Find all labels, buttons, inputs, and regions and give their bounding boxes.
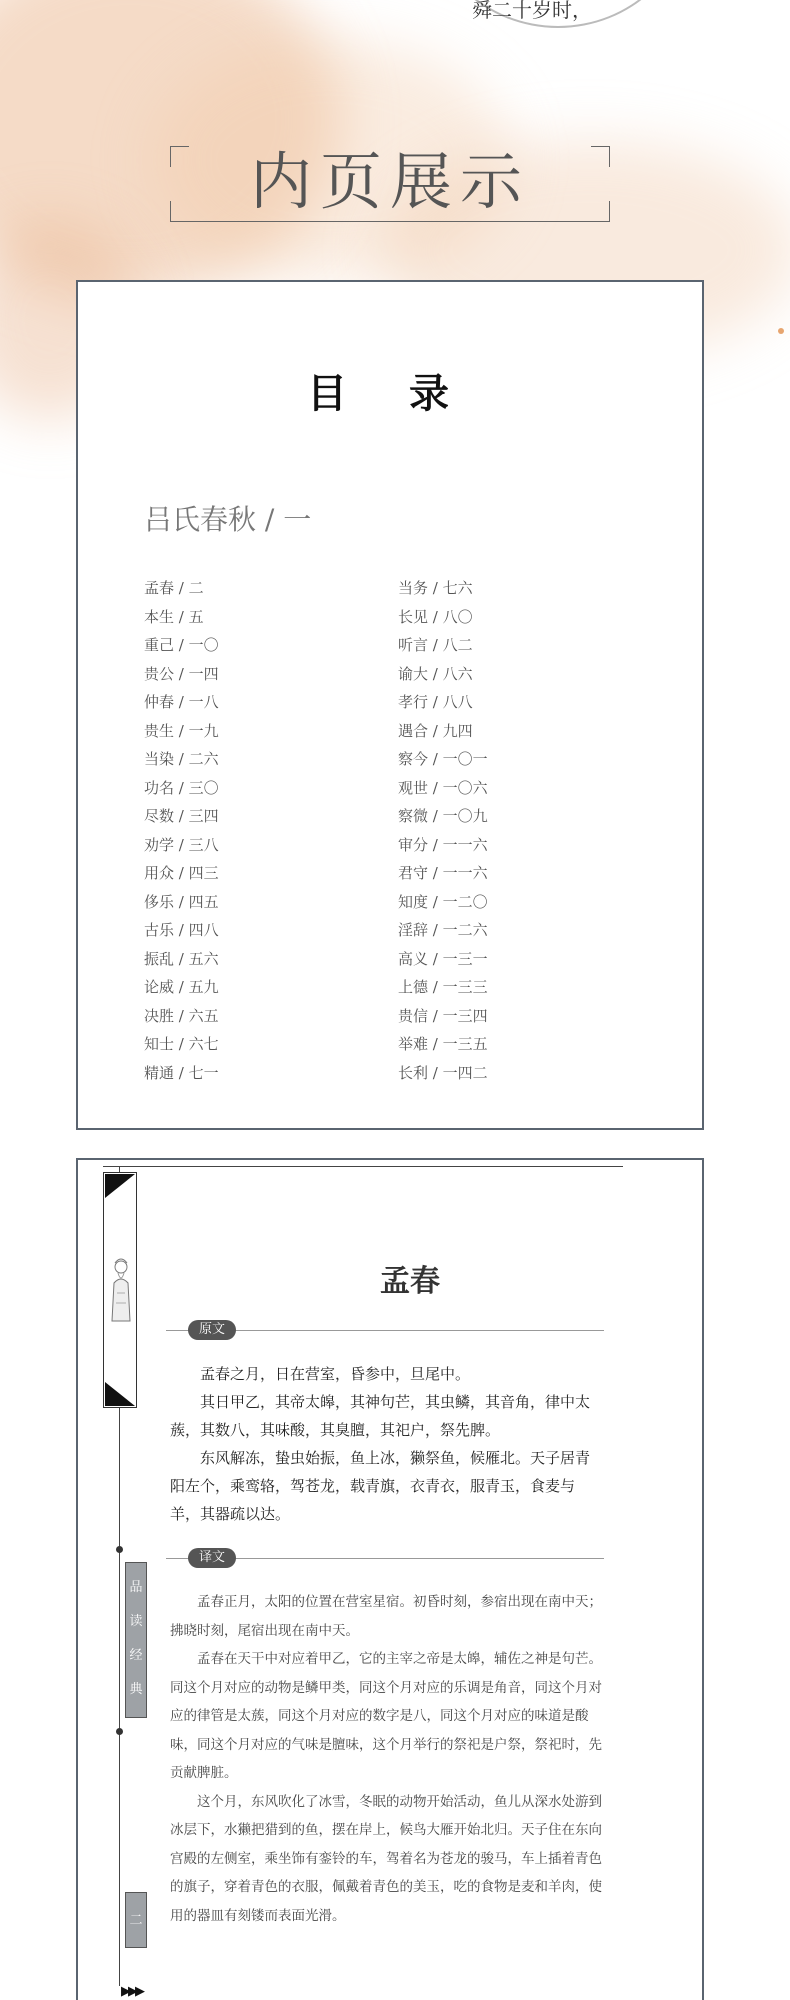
toc-entry: 功名 / 三〇 xyxy=(144,778,219,797)
toc-entry: 长利 / 一四二 xyxy=(398,1063,488,1082)
toc-entry: 观世 / 一〇六 xyxy=(398,778,488,797)
toc-entry: 精通 / 七一 xyxy=(144,1063,219,1082)
toc-page-preview xyxy=(76,280,704,1130)
toc-entry: 听言 / 八二 xyxy=(398,636,473,654)
toc-entry: 知度 / 一二〇 xyxy=(398,892,488,911)
toc-entry: 长见 / 八〇 xyxy=(398,607,473,626)
toc-entry: 当染 / 二六 xyxy=(144,750,219,768)
toc-entry: 振乱 / 五六 xyxy=(144,949,219,968)
original-section-header xyxy=(166,1320,604,1340)
original-text xyxy=(170,1360,602,1528)
original-paragraph: 孟春之月，日在营室，昏参中，旦尾中。 xyxy=(200,1365,471,1383)
banner-corner-icon xyxy=(105,1382,135,1406)
toc-entry: 高义 / 一三一 xyxy=(398,949,488,968)
toc-entry: 劝学 / 三八 xyxy=(144,835,219,854)
translation-paragraph: 孟春在天干中对应着甲乙，它的主宰之帝是太皞，辅佐之神是句芒。同这个月对应的动物是鳞甲类，同这个月对应的乐调是角音，同这个月对应的律管是太蔟，同这个月对应的数字是八，同这个月对应的味道是酸味，同这个月对应的气味是膻味，这个月举行的祭祀是户祭，祭祀时，先贡献脾脏。 xyxy=(170,1651,602,1781)
toc-entry: 仲春 / 一八 xyxy=(144,693,219,711)
top-circle-card xyxy=(424,0,692,28)
toc-entry: 淫辞 / 一二六 xyxy=(398,921,488,939)
decorative-dot xyxy=(778,328,784,334)
toc-entry: 贵信 / 一三四 xyxy=(398,1006,488,1025)
triple-arrow-icon: ▶▶▶ xyxy=(121,1984,142,1999)
toc-book-heading: 吕氏春秋 / 一 xyxy=(144,503,312,536)
toc-entry: 知士 / 六七 xyxy=(144,1035,219,1053)
toc-entry: 尽数 / 三四 xyxy=(144,807,219,825)
toc-entry: 本生 / 五 xyxy=(144,607,204,626)
original-paragraph: 其日甲乙，其帝太皞，其神句芒，其虫鳞，其音角，律中太蔟，其数八，其味酸，其臭膻，其祀户，祭先脾。 xyxy=(170,1393,591,1439)
translation-text xyxy=(170,1588,602,1930)
side-label-classic xyxy=(125,1562,147,1718)
chapter-page-preview xyxy=(76,1158,704,2000)
original-paragraph: 东风解冻，蛰虫始振，鱼上冰，獭祭鱼，候雁北。天子居青阳左个，乘鸾辂，驾苍龙，载青旗，衣青衣，服青玉，食麦与羊，其器疏以达。 xyxy=(170,1449,591,1523)
toc-entry: 用众 / 四三 xyxy=(144,864,219,882)
chapter-title: 孟春 xyxy=(380,1264,440,1299)
section-title-frame xyxy=(170,146,610,222)
rail-dot-icon xyxy=(116,1728,123,1735)
toc-entry: 谕大 / 八六 xyxy=(398,664,473,683)
toc-entry: 论威 / 五九 xyxy=(144,978,219,996)
top-circle-text: 舜二十岁时， xyxy=(472,0,592,22)
side-label-char: 读 xyxy=(129,1614,143,1629)
side-label-char: 经 xyxy=(129,1648,143,1663)
toc-entry: 侈乐 / 四五 xyxy=(144,892,219,911)
toc-entry: 举难 / 一三五 xyxy=(398,1035,488,1053)
side-label-char: 品 xyxy=(129,1580,143,1595)
toc-entry: 贵生 / 一九 xyxy=(144,721,219,740)
toc-entry: 遇合 / 九四 xyxy=(398,721,473,740)
side-label-char: 典 xyxy=(129,1682,143,1697)
toc-entry: 古乐 / 四八 xyxy=(144,921,219,939)
toc-entry: 贵公 / 一四 xyxy=(144,664,219,683)
translation-badge: 译文 xyxy=(188,1548,236,1568)
toc-entry: 审分 / 一一六 xyxy=(398,835,488,854)
original-badge: 原文 xyxy=(188,1320,236,1340)
translation-paragraph: 这个月，东风吹化了冰雪，冬眠的动物开始活动，鱼儿从深水处游到冰层下，水獭把猎到的鱼，摆在岸上，候鸟大雁开始北归。天子住在东向宫殿的左侧室，乘坐饰有銮铃的车，驾着名为苍龙的骏马，车上插着青色的旗子，穿着青色的衣服，佩戴着青色的美玉，吃的食物是麦和羊肉，使用的器皿有刻镂而表面光滑。 xyxy=(170,1793,602,1924)
toc-entry: 重己 / 一〇 xyxy=(144,636,219,654)
toc-entry: 君守 / 一一六 xyxy=(398,864,488,882)
toc-entry: 察微 / 一〇九 xyxy=(398,807,488,825)
translation-section-header xyxy=(166,1548,604,1568)
toc-right-column xyxy=(398,574,488,1087)
banner-corner-icon xyxy=(105,1174,135,1198)
section-title: 内页展示 xyxy=(249,145,530,218)
toc-title: 目 录 xyxy=(307,370,473,417)
side-label-page-number: 二 xyxy=(125,1892,147,1948)
frame-bottom-line xyxy=(170,221,610,222)
toc-entry: 决胜 / 六五 xyxy=(144,1006,219,1025)
toc-entry: 察今 / 一〇一 xyxy=(398,750,488,768)
toc-entry: 当务 / 七六 xyxy=(398,579,473,597)
toc-entry: 上德 / 一三三 xyxy=(398,978,488,996)
toc-left-column xyxy=(144,574,219,1087)
toc-entry: 孟春 / 二 xyxy=(144,579,204,597)
rail-dot-icon xyxy=(116,1546,123,1553)
top-rule xyxy=(103,1166,623,1167)
toc-entry: 孝行 / 八八 xyxy=(398,693,473,711)
translation-paragraph: 孟春正月，太阳的位置在营室星宿。初昏时刻，参宿出现在南中天；拂晓时刻，尾宿出现在南中天。 xyxy=(170,1594,602,1639)
